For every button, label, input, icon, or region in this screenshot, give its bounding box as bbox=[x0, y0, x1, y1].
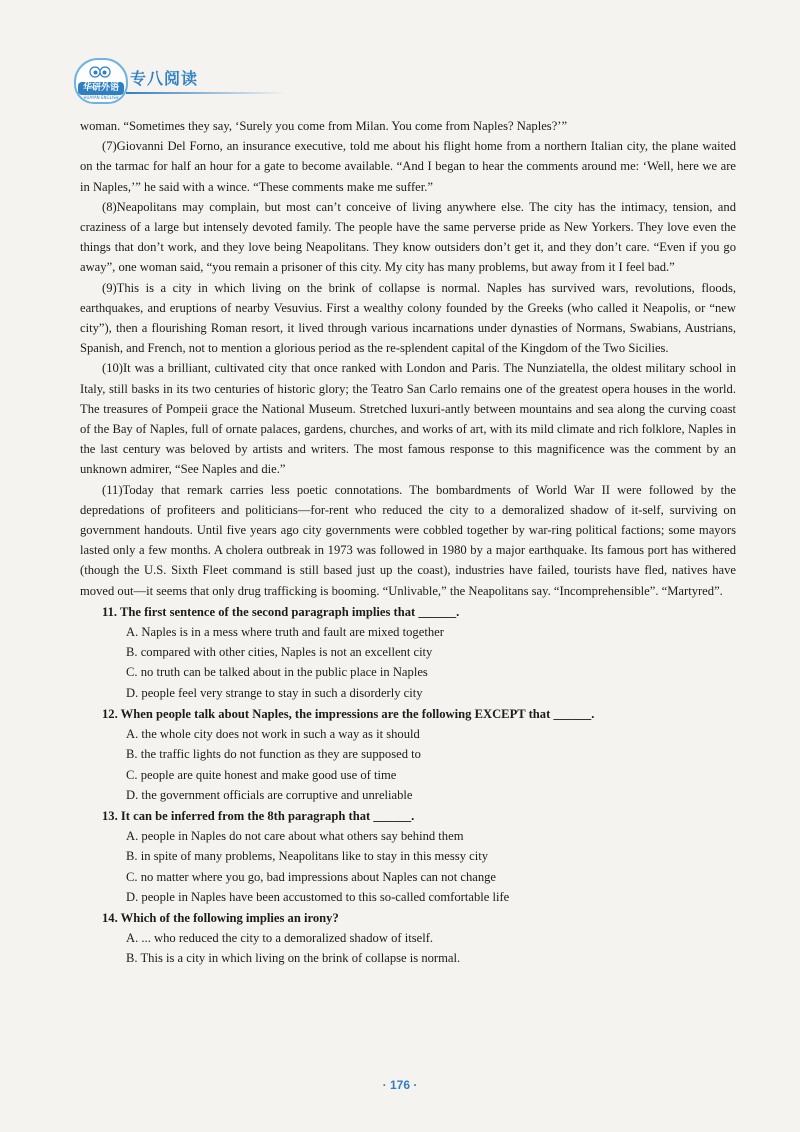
page-header bbox=[74, 58, 734, 108]
question-option: C. no truth can be talked about in the public place in Naples bbox=[126, 665, 428, 680]
question-13 bbox=[80, 806, 736, 907]
series-title: 专八阅读 bbox=[130, 69, 199, 88]
question-14 bbox=[80, 908, 736, 969]
passage-paragraph: (9)This is a city in which living on the brink of collapse is normal. Naples has survived wars, revolutions, floods, earthquakes, and eruptions of nearby Vesuvius. First a wealthy colony founded by the Greeks (who called it Neapolis, or “new city”), then a flourishing Roman resort, it lived through various incarnations under dynasties of Normans, Swabians, Austrians, Spanish, and French, not to mention a glorious period as the re-splendent capital of the Kingdom of the Two Sicilies. bbox=[80, 280, 736, 356]
question-option: A. the whole city does not work in such a way as it should bbox=[126, 727, 420, 742]
header-rule bbox=[126, 92, 286, 94]
frog-icon bbox=[89, 66, 111, 80]
passage-paragraph: (10)It was a brilliant, cultivated city that once ranked with London and Paris. The Nunziatella, the oldest military school in Italy, still basks in its two centuries of historic glory; the Teatro San Carlo remains one of the greatest opera houses in the world. The treasures of Pompeii grace the National Museum. Stretched luxuri-antly between mountains and sea along the curving coast of the Bay of Naples, full of ornate palaces, gardens, churches, and works of art, with its mild climate and rich folklore, Naples in the last century was beloved by artists and writers. The most famous response to this magnificence was the comment by an unknown admirer, “See Naples and die.” bbox=[80, 361, 736, 477]
question-option: A. people in Naples do not care about what others say behind them bbox=[126, 829, 464, 844]
passage-paragraph: (7)Giovanni Del Forno, an insurance executive, told me about his flight home from a northern Italian city, the plane waited on the tarmac for half an hour for a gate to become available. “And I began to hear the comments around me: ‘Well, here we are in Naples,’” he said with a wince. “These comments make me suffer.” bbox=[80, 139, 736, 194]
question-option: D. people in Naples have been accustomed to this so-called comfortable life bbox=[126, 889, 510, 904]
question-option: B. This is a city in which living on the brink of collapse is normal. bbox=[126, 951, 461, 966]
question-option: B. the traffic lights do not function as they are supposed to bbox=[126, 747, 421, 762]
passage-paragraph: (8)Neapolitans may complain, but most can’t conceive of living anywhere else. The city has the intimacy, tension, and craziness of a large but intensely devoted family. The people have the same perverse pride as New Yorkers. They love even the things that don’t work, and they love being Neapolitans. They know outsiders don’t get it, and they don’t care. “Even if you go away”, one woman said, “you remain a prisoner of this city. My city has many problems, but away from it I feel bad.” bbox=[80, 199, 736, 275]
question-stem: 14. Which of the following implies an irony? bbox=[102, 910, 339, 925]
page-content bbox=[80, 116, 736, 969]
publisher-logo bbox=[74, 58, 128, 104]
question-stem: 13. It can be inferred from the 8th paragraph that ______. bbox=[102, 808, 415, 823]
logo-text: 华研外语 bbox=[78, 82, 124, 95]
question-stem: 11. The first sentence of the second paragraph implies that ______. bbox=[102, 604, 460, 619]
question-option: C. no matter where you go, bad impressions about Naples can not change bbox=[126, 869, 497, 884]
question-option: C. people are quite honest and make good use of time bbox=[126, 767, 397, 782]
question-option: D. people feel very strange to stay in such a disorderly city bbox=[126, 685, 423, 700]
passage-paragraph: (11)Today that remark carries less poetic connotations. The bombardments of World War II were followed by the depredations of profiteers and politicians—for-rent who reduced the city to a demoralized shadow of it-self, surviving on government handouts. Until five years ago city governments were cobbled together by war-ring political factions; some mayors lasted only a few months. A cholera outbreak in 1973 was followed in 1980 by a major earthquake. Its famous port has withered (though the U.S. Sixth Fleet command is still based just up the coast), industries have failed, tourists have fled, natives have moved out—it seems that only drug trafficking is booming. “Unlivable,” the Neapolitans say. “Incomprehensible”. “Martyred”. bbox=[80, 482, 736, 598]
logo-subtext: HUAYAN ENGLISH bbox=[83, 95, 119, 100]
question-option: B. in spite of many problems, Neapolitans like to stay in this messy city bbox=[126, 849, 489, 864]
page-number: · 176 · bbox=[382, 1078, 418, 1092]
question-option: D. the government officials are corruptive and unreliable bbox=[126, 787, 413, 802]
question-12 bbox=[80, 704, 736, 805]
question-stem: 12. When people talk about Naples, the impressions are the following EXCEPT that ______. bbox=[102, 706, 595, 721]
passage-paragraph: woman. “Sometimes they say, ‘Surely you come from Milan. You come from Naples? Naples?’” bbox=[80, 119, 568, 133]
question-option: A. Naples is in a mess where truth and fault are mixed together bbox=[126, 625, 444, 640]
question-11 bbox=[80, 602, 736, 703]
question-option: B. compared with other cities, Naples is not an excellent city bbox=[126, 645, 433, 660]
question-option: A. ... who reduced the city to a demoralized shadow of itself. bbox=[126, 931, 434, 946]
